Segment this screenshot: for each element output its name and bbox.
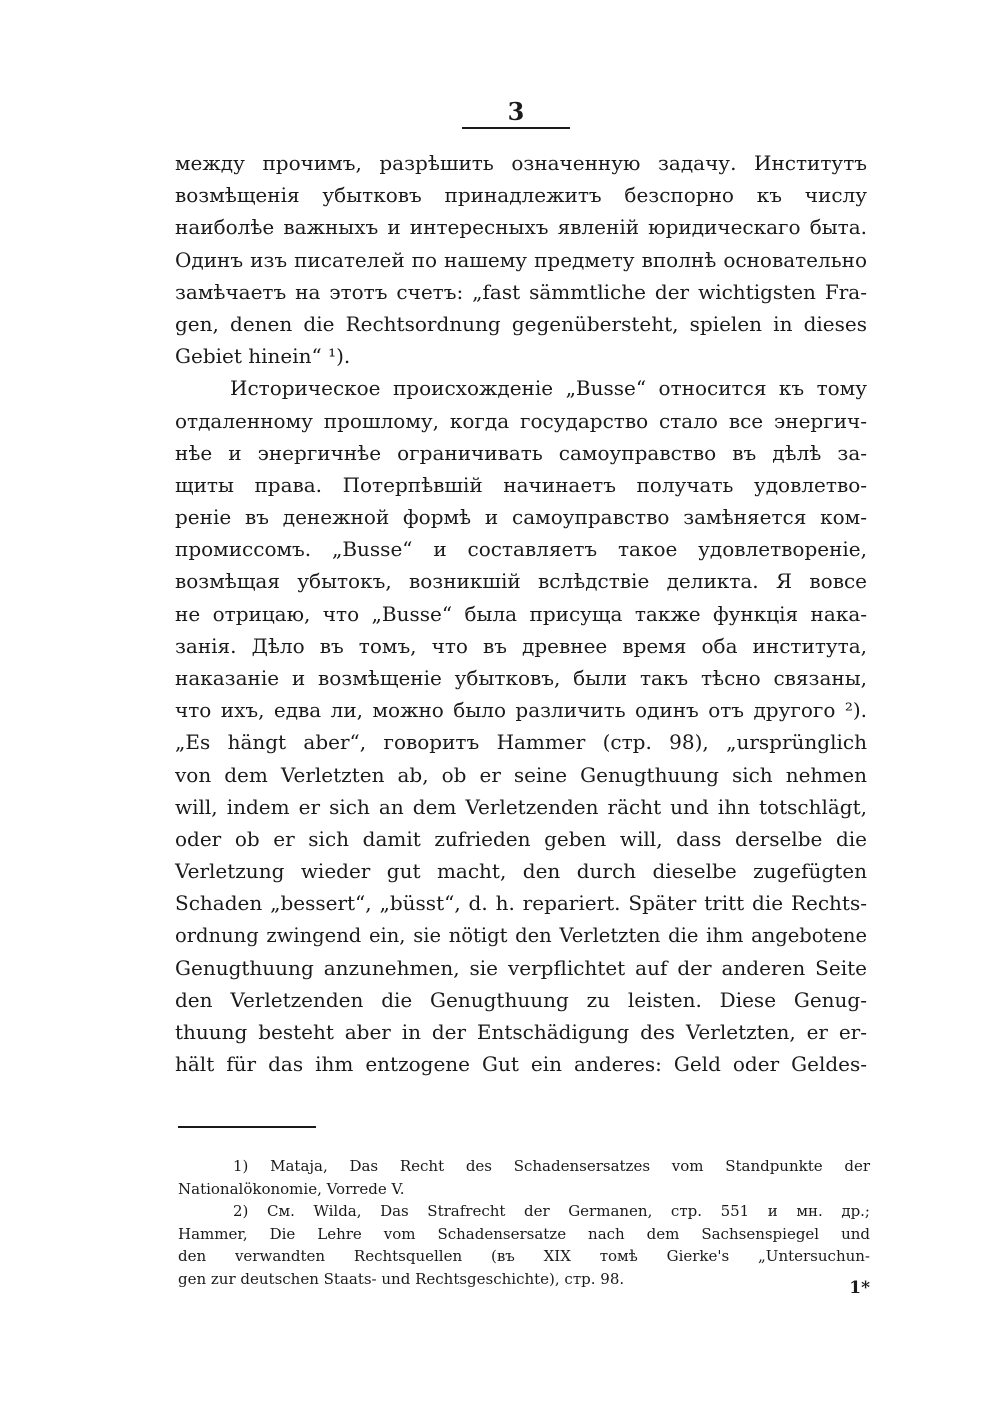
text-line: hält für das ihm entzogene Gut ein anderes: Geld oder Geldes- — [175, 1052, 867, 1077]
footnote-line: den verwandten Rechtsquellen (въ XIX томѣ Gierke's „Untersuchun- — [178, 1247, 870, 1265]
text-line: Schaden „bessert“, „büsst“, d. h. repariert. Später tritt die Rechts- — [175, 891, 867, 916]
text-line: промиссомъ. „Busse“ и составляетъ такое удовлетвореніе, — [175, 537, 867, 562]
text-line: den Verletzenden die Genugthuung zu leisten. Diese Genug- — [175, 987, 867, 1012]
text-line: что ихъ, едва ли, можно было различить одинъ отъ другого ²). — [175, 698, 867, 723]
text-line: отдаленному прошлому, когда государство стало все энергич- — [175, 408, 867, 433]
page-number-rule — [462, 127, 570, 129]
footnote-line: 2) См. Wilda, Das Strafrecht der Germanen, стр. 551 и мн. др.; — [233, 1202, 870, 1220]
text-line: реніе въ денежной формѣ и самоуправство замѣняется ком- — [175, 505, 867, 530]
text-line: gen, denen die Rechtsordnung gegenübersteht, spielen in dieses — [175, 311, 867, 336]
page-number: 3 — [507, 97, 525, 126]
text-line: Genugthuung anzunehmen, sie verpflichtet auf der anderen Seite — [175, 955, 867, 980]
footnote-line: Hammer, Die Lehre vom Schadensersatze nach dem Sachsenspiegel und — [178, 1224, 870, 1243]
text-line: возмѣщенія убытковъ принадлежитъ безспорно къ числу — [175, 183, 867, 208]
text-line: von dem Verletzten ab, ob er seine Genugthuung sich nehmen — [175, 762, 867, 787]
text-line: возмѣщая убытокъ, возникшій вслѣдствіе деликта. Я вовсе — [175, 569, 867, 594]
text-line: не отрицаю, что „Busse“ была присуща также функція нака- — [175, 601, 867, 626]
text-line: Одинъ изъ писателей по нашему предмету вполнѣ основательно — [175, 247, 867, 272]
printer-signature-mark: 1* — [849, 1278, 870, 1298]
main-text — [175, 147, 867, 1080]
text-line: занія. Дѣло въ томъ, что въ древнее время оба института, — [175, 633, 867, 658]
text-line: щиты права. Потерпѣвшій начинаетъ получать удовлетво- — [175, 472, 867, 497]
text-line: замѣчаетъ на этотъ счетъ: „fast sämmtliche der wichtigsten Fra- — [175, 279, 867, 304]
text-line: наказаніе и возмѣщеніе убытковъ, были такъ тѣсно связаны, — [175, 666, 867, 690]
text-line: между прочимъ, разрѣшить означенную задачу. Институтъ — [175, 151, 867, 175]
footnote-line: gen zur deutschen Staats- und Rechtsgeschichte), стр. 98. — [178, 1269, 625, 1288]
footnotes — [178, 1155, 870, 1290]
footnote-line: Nationalökonomie, Vorrede V. — [178, 1179, 405, 1198]
text-line: нѣе и энергичнѣе ограничивать самоуправство въ дѣлѣ за- — [175, 440, 867, 465]
text-line: Verletzung wieder gut macht, den durch dieselbe zugefügten — [175, 859, 867, 884]
footnote-divider — [178, 1126, 316, 1128]
text-line: will, indem er sich an dem Verletzenden rächt und ihn totschlägt, — [175, 794, 867, 819]
text-line: Историческое происхожденіе „Busse“ относится къ тому — [230, 376, 867, 401]
text-line: Gebiet hinein“ ¹). — [175, 344, 351, 369]
text-line: oder ob er sich damit zufrieden geben will, dass derselbe die — [175, 826, 867, 851]
text-line: ordnung zwingend ein, sie nötigt den Verletzten die ihm angebotene — [175, 923, 867, 947]
text-line: „Es hängt aber“, говоритъ Hammer (стр. 98), „ursprünglich — [175, 730, 867, 755]
text-line: thuung besteht aber in der Entschädigung des Verletzten, er er- — [175, 1020, 867, 1045]
text-line: наиболѣе важныхъ и интересныхъ явленій юридическаго быта. — [175, 215, 867, 240]
footnote-line: 1) Mataja, Das Recht des Schadensersatzes vom Standpunkte der — [233, 1157, 870, 1175]
